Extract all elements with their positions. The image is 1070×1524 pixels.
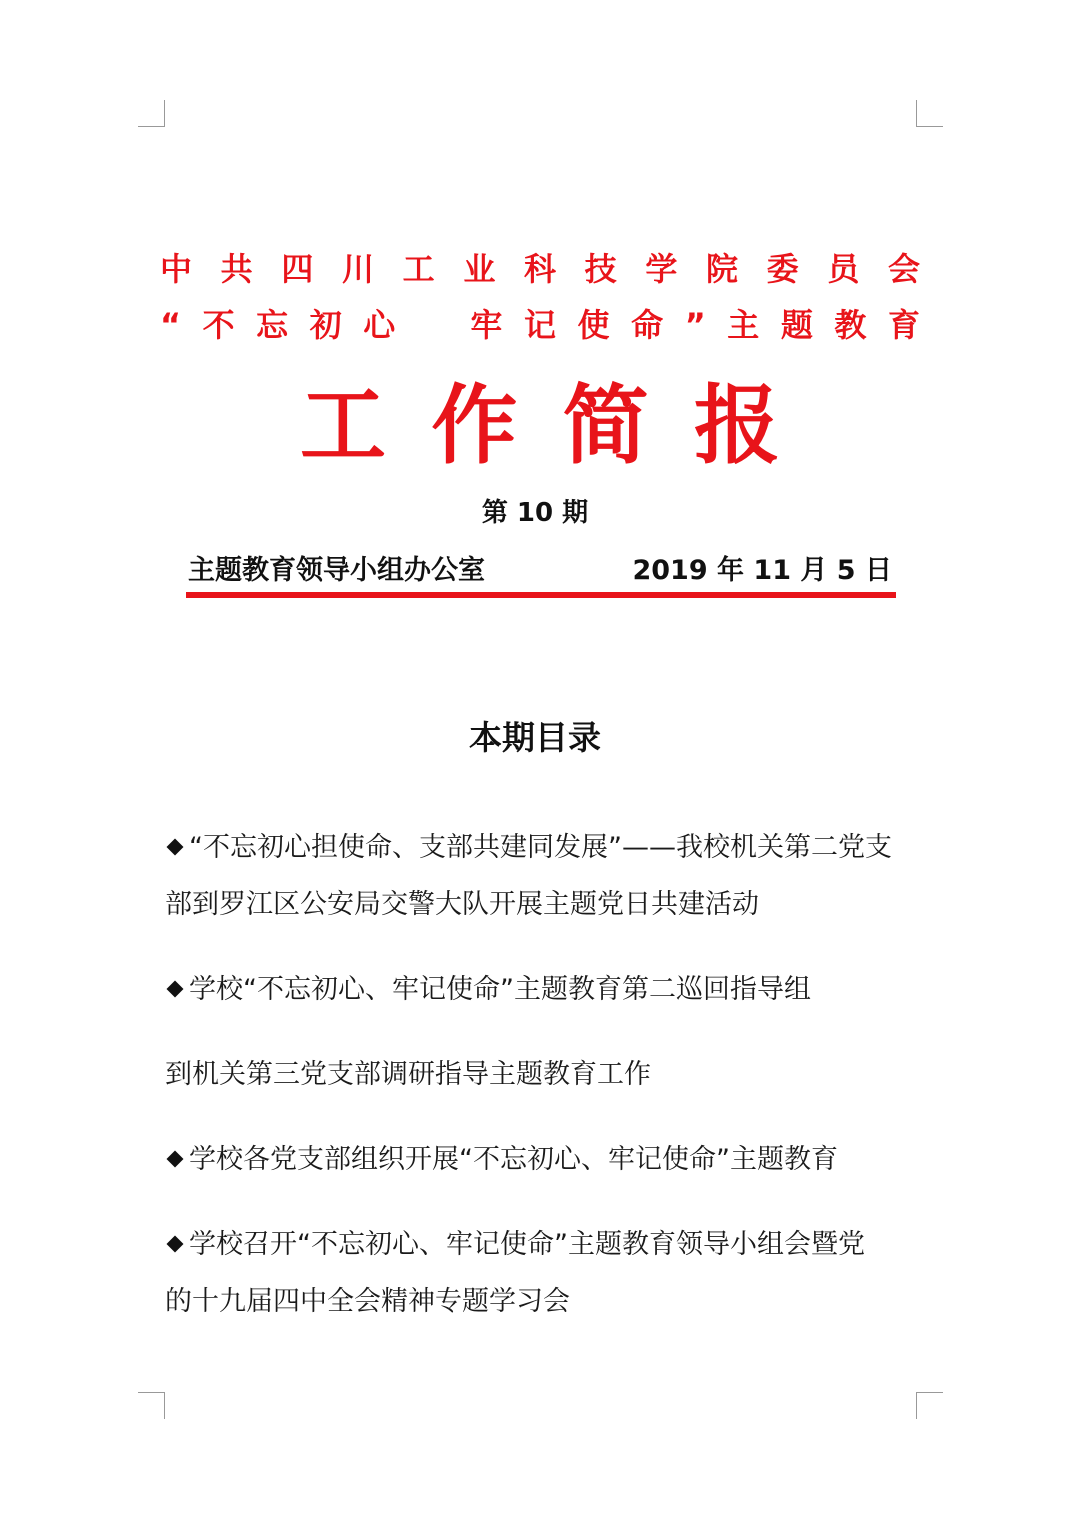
toc-item bbox=[165, 1140, 838, 1180]
toc-item-text: 学校召开“不忘初心、牢记使命”主题教育领导小组会暨党 bbox=[189, 1229, 865, 1260]
diamond-bullet-icon bbox=[167, 980, 184, 997]
diamond-bullet-icon bbox=[167, 838, 184, 855]
issue-number: 第 10 期 bbox=[481, 498, 589, 528]
toc-item-continued bbox=[165, 885, 759, 925]
diamond-bullet-icon bbox=[167, 1235, 184, 1252]
toc-item-text: 到机关第三党支部调研指导主题教育工作 bbox=[165, 1059, 651, 1090]
crop-mark-top-right bbox=[916, 100, 943, 127]
campaign-name: “不忘初心 牢记使命”主题教育 bbox=[160, 306, 920, 344]
crop-mark-top-left bbox=[138, 100, 165, 127]
issue-date: 2019 年 11 月 5 日 bbox=[632, 555, 892, 586]
diamond-bullet-icon bbox=[167, 1150, 184, 1167]
toc-item-text: 学校各党支部组织开展“不忘初心、牢记使命”主题教育 bbox=[189, 1144, 838, 1175]
crop-mark-bottom-right bbox=[916, 1392, 943, 1419]
toc-item bbox=[165, 828, 892, 868]
toc-item-text: 的十九届四中全会精神专题学习会 bbox=[165, 1286, 570, 1317]
toc-item-continued bbox=[165, 1282, 570, 1322]
toc-item-text: 学校“不忘初心、牢记使命”主题教育第二巡回指导组 bbox=[189, 974, 811, 1005]
brief-title: 工作简报 bbox=[300, 376, 780, 476]
toc-item-text: 部到罗江区公安局交警大队开展主题党日共建活动 bbox=[165, 889, 759, 920]
toc-title: 本期目录 bbox=[469, 718, 601, 757]
red-divider bbox=[186, 592, 896, 598]
org-name: 中共四川工业科技学院委员会 bbox=[160, 250, 920, 288]
toc-item-text: “不忘初心担使命、支部共建同发展”——我校机关第二党支 bbox=[189, 832, 892, 863]
crop-mark-bottom-left bbox=[138, 1392, 165, 1419]
toc-item bbox=[165, 1225, 865, 1265]
toc-item-continued bbox=[165, 1055, 651, 1095]
toc-item bbox=[165, 970, 811, 1010]
issuing-office: 主题教育领导小组办公室 bbox=[188, 555, 485, 586]
